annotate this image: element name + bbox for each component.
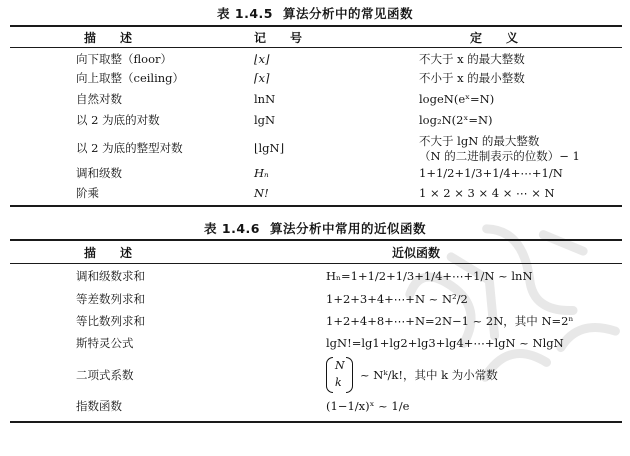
header-rule	[10, 47, 622, 48]
row-definition: log₂N(2ˣ=N)	[419, 113, 493, 127]
row-description: 二项式系数	[76, 368, 134, 382]
row-approximation: ~ Nᵏ/k!，其中 k 为小常数	[360, 368, 498, 382]
row-description: 向下取整（floor）	[76, 52, 173, 66]
binomial-coefficient	[326, 357, 356, 393]
row-approximation: (1−1/x)ˣ ~ 1/e	[326, 399, 410, 413]
table-row	[0, 166, 630, 188]
table-row	[0, 92, 630, 114]
table-row	[0, 134, 630, 166]
table-row	[0, 399, 630, 421]
row-description: 向上取整（ceiling）	[76, 71, 185, 85]
header-description: 描 述	[84, 31, 133, 45]
table-caption	[0, 219, 630, 237]
row-approximation: lgN!=lg1+lg2+lg3+lg4+⋯+lgN ~ NlgN	[326, 336, 564, 350]
row-symbol: ⌊lgN⌋	[254, 141, 285, 155]
row-approximation: 1+2+3+4+⋯+N ~ N²/2	[326, 292, 468, 306]
table-row	[0, 336, 630, 358]
row-description: 以 2 为底的对数	[76, 113, 160, 127]
table-row	[0, 269, 630, 291]
header-symbol: 记 号	[254, 31, 303, 45]
header-definition: 定 义	[470, 31, 519, 45]
top-rule	[10, 25, 622, 27]
row-symbol: ⌊x⌋	[254, 52, 270, 66]
row-description: 指数函数	[76, 399, 122, 413]
row-definition: 不小于 x 的最小整数	[419, 71, 525, 85]
table-number: 表 1.4.5	[217, 6, 273, 21]
row-definition: logeN(eˣ=N)	[419, 92, 495, 106]
row-definition: 1 × 2 × 3 × 4 × ⋯ × N	[419, 186, 555, 200]
row-description: 自然对数	[76, 92, 122, 106]
left-paren	[326, 357, 333, 393]
table-caption	[0, 4, 630, 22]
table-title: 算法分析中常用的近似函数	[269, 221, 426, 236]
table-row	[0, 113, 630, 135]
row-symbol: ⌈x⌉	[254, 71, 270, 85]
row-description: 阶乘	[76, 186, 99, 200]
bottom-rule	[10, 421, 622, 423]
row-definition: 不大于 x 的最大整数	[419, 52, 525, 66]
header-approximation: 近似函数	[392, 246, 441, 260]
table-row	[0, 357, 630, 395]
binomial-bottom: k	[335, 376, 342, 389]
row-description: 调和级数求和	[76, 269, 145, 283]
row-definition: 不大于 lgN 的最大整数	[419, 134, 540, 148]
binomial-top: N	[335, 359, 345, 372]
row-symbol: N!	[254, 186, 269, 200]
row-description: 以 2 为底的整型对数	[76, 141, 183, 155]
top-rule	[10, 239, 622, 241]
table-header	[0, 243, 630, 265]
table-row	[0, 292, 630, 314]
row-description: 等比数列求和	[76, 314, 145, 328]
table-title: 算法分析中的常见函数	[282, 6, 413, 21]
row-approximation: 1+2+4+8+⋯+N=2N−1 ~ 2N，其中 N=2ⁿ	[326, 314, 574, 328]
row-description: 斯特灵公式	[76, 336, 134, 350]
row-approximation: Hₙ=1+1/2+1/3+1/4+⋯+1/N ~ lnN	[326, 269, 533, 283]
row-description: 调和级数	[76, 166, 122, 180]
header-rule	[10, 263, 622, 264]
row-symbol: lnN	[254, 92, 276, 106]
row-symbol: lgN	[254, 113, 276, 127]
row-definition: 1+1/2+1/3+1/4+⋯+1/N	[419, 166, 563, 180]
table-number: 表 1.4.6	[204, 221, 260, 236]
bottom-rule	[10, 205, 622, 207]
row-symbol: Hₙ	[254, 166, 269, 180]
right-paren	[346, 357, 353, 393]
table-row	[0, 71, 630, 93]
row-description: 等差数列求和	[76, 292, 145, 306]
row-definition-note: （N 的二进制表示的位数）− 1	[419, 149, 580, 163]
header-description: 描 述	[84, 246, 133, 260]
table-row	[0, 314, 630, 336]
